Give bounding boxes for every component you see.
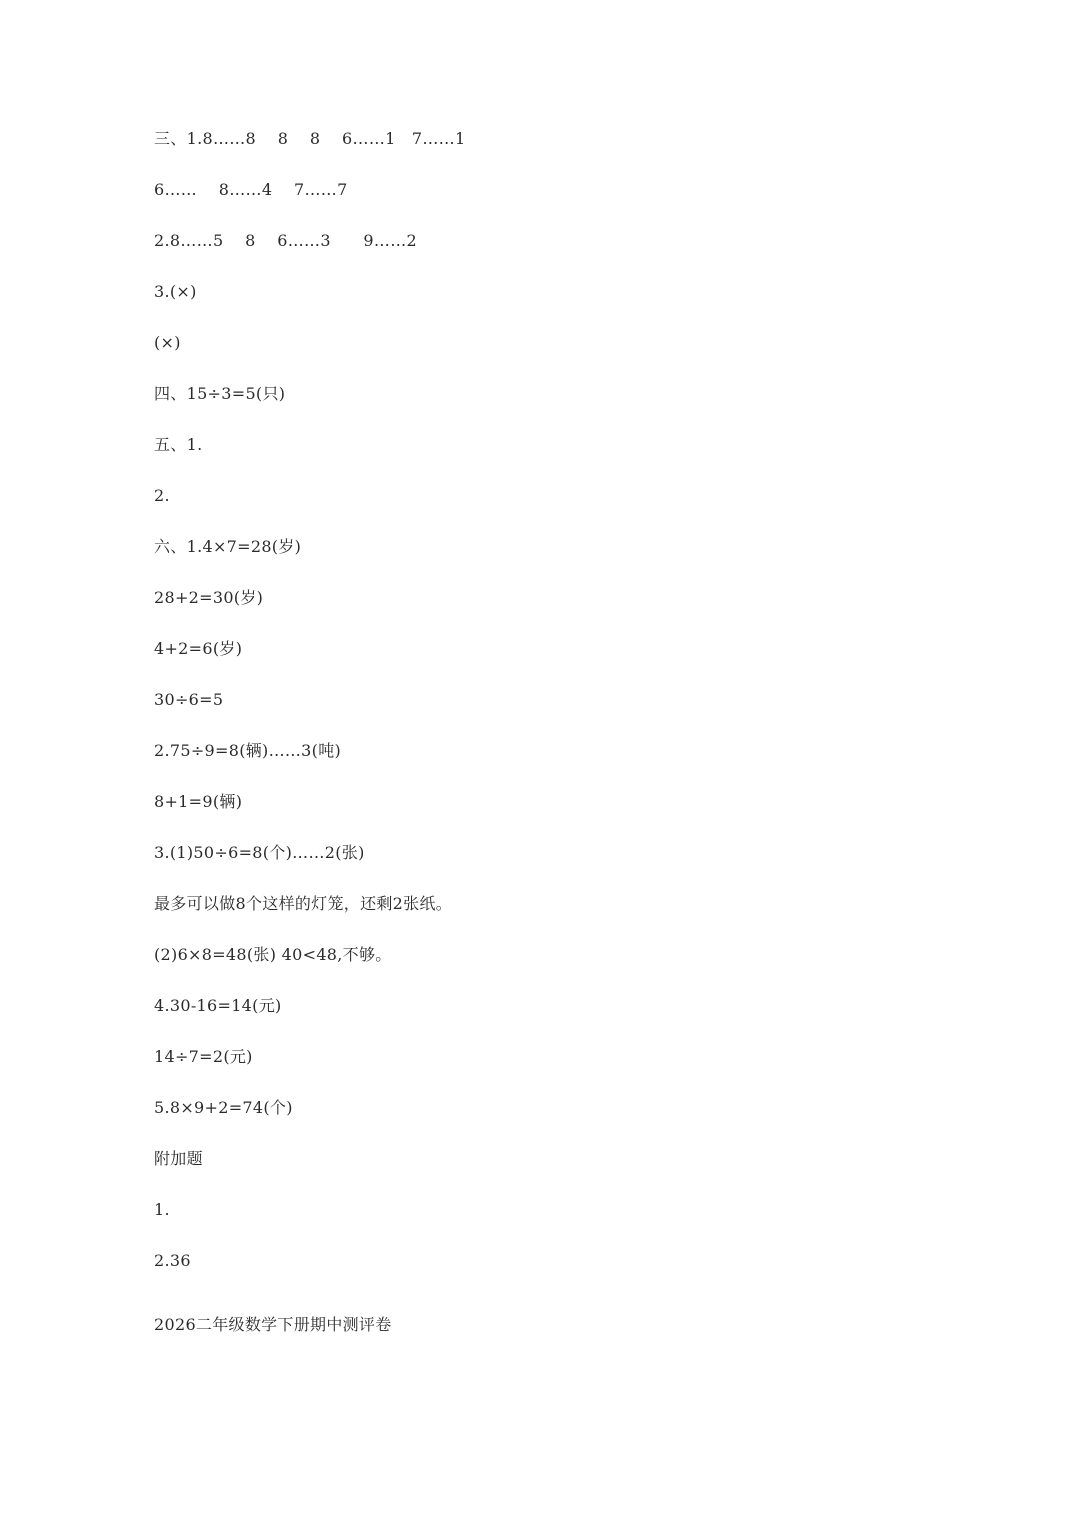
answer-section-6-item-5: 5.8×9+2=74(个) [154, 1098, 293, 1117]
answer-section-6-item-4-step-2: 14÷7=2(元) [154, 1047, 253, 1066]
answer-section-6-item-3-conclusion: 最多可以做8个这样的灯笼，还剩2张纸。 [154, 894, 453, 913]
answer-section-6-item-1: 六、1.4×7=28(岁) [154, 537, 302, 556]
answer-section-3-row-3: 2.8……5 8 6……3 9……2 [154, 231, 417, 250]
answer-section-6-item-1-step-3: 4+2=6(岁) [154, 639, 243, 658]
answer-section-6-item-2: 2.75÷9=8(辆)……3(吨) [154, 741, 342, 760]
answer-section-6-item-3-part-2: (2)6×8=48(张) 40<48,不够。 [154, 945, 392, 964]
bonus-item-2: 2.36 [154, 1251, 191, 1270]
bonus-section-heading: 附加题 [154, 1149, 203, 1168]
answer-section-3-row-2: 6…… 8……4 7……7 [154, 180, 348, 199]
answer-section-6-item-3-part-1: 3.(1)50÷6=8(个)……2(张) [154, 843, 365, 862]
document-title: 2026二年级数学下册期中测评卷 [154, 1315, 392, 1334]
answer-section-6-item-1-step-4: 30÷6=5 [154, 690, 224, 709]
answer-section-5-item-1: 五、1. [154, 435, 203, 454]
answer-section-3-item-3: 3.(×) [154, 282, 197, 301]
answer-section-5-item-2: 2. [154, 486, 170, 505]
bonus-item-1: 1. [154, 1200, 170, 1219]
answer-section-6-item-4: 4.30-16=14(元) [154, 996, 282, 1015]
answer-section-6-item-2-step-2: 8+1=9(辆) [154, 792, 243, 811]
answer-section-3-item-3b: (×) [154, 333, 181, 352]
answer-section-4: 四、15÷3=5(只) [154, 384, 286, 403]
answer-section-6-item-1-step-2: 28+2=30(岁) [154, 588, 264, 607]
answer-section-3-row-1: 三、1.8……8 8 8 6……1 7……1 [154, 129, 466, 148]
